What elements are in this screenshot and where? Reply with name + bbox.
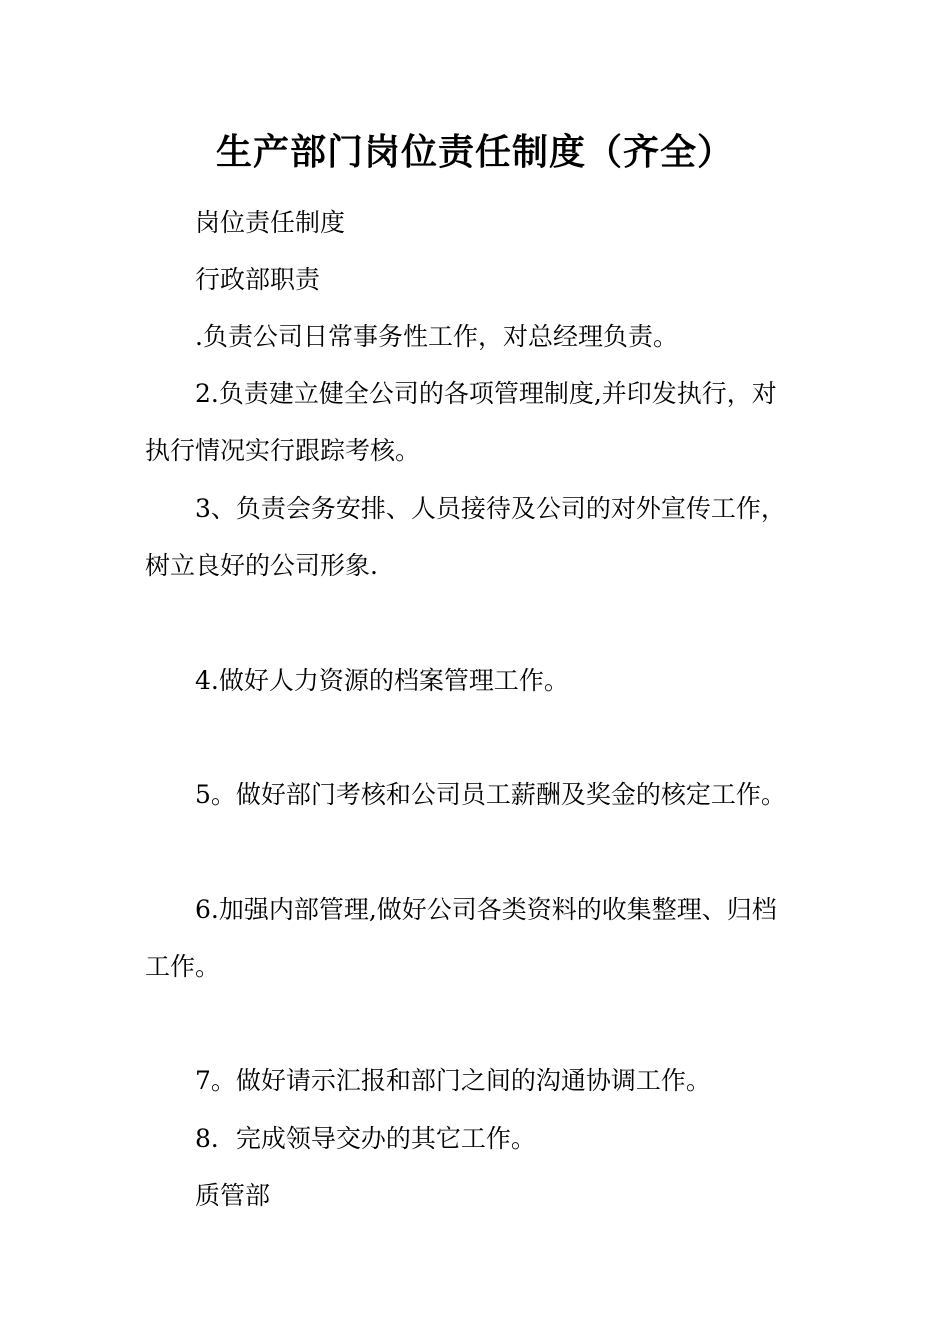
text-line: 2.负责建立健全公司的各项管理制度,并印发执行，对 — [195, 379, 777, 408]
text-line: 4.做好人力资源的档案管理工作。 — [195, 666, 569, 695]
text-line: 岗位责任制度 — [195, 208, 346, 237]
text-line: 5。做好部门考核和公司员工薪酬及奖金的核定工作。 — [195, 780, 786, 809]
text-line: .负责公司日常事务性工作，对总经理负责。 — [195, 322, 678, 351]
text-line: 执行情况实行跟踪考核。 — [145, 436, 421, 465]
text-line: 8．完成领导交办的其它工作。 — [195, 1124, 536, 1153]
text-line: 7。做好请示汇报和部门之间的沟通协调工作。 — [195, 1066, 711, 1095]
text-line: 6.加强内部管理,做好公司各类资料的收集整理、归档 — [195, 895, 777, 924]
document-title: 生产部门岗位责任制度（齐全） — [215, 132, 734, 173]
text-line: 行政部职责 — [195, 265, 321, 294]
text-line: 树立良好的公司形象. — [145, 551, 378, 580]
text-line: 质管部 — [195, 1181, 271, 1210]
text-line: 工作。 — [145, 952, 221, 981]
text-line: 3、负责会务安排、人员接待及公司的对外宣传工作， — [195, 494, 786, 523]
